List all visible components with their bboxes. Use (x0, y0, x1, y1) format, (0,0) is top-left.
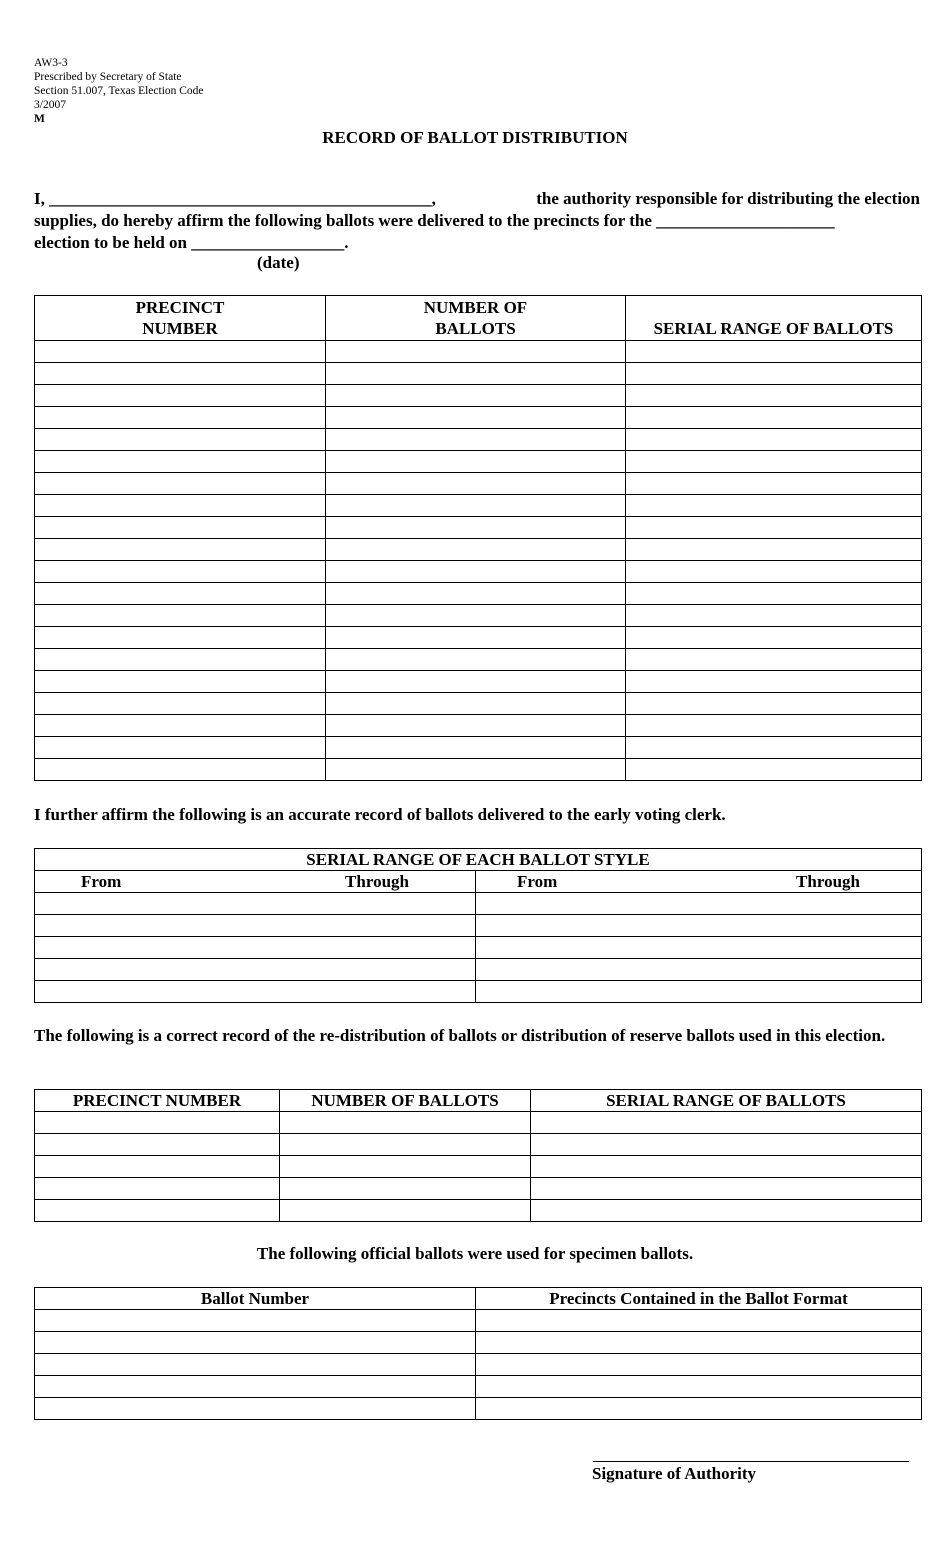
table-cell[interactable] (476, 1398, 922, 1420)
table-cell[interactable] (626, 451, 922, 473)
form-mark: M (34, 113, 45, 125)
distribution-row (35, 715, 922, 737)
early-voting-table-title: SERIAL RANGE OF EACH BALLOT STYLE (35, 849, 922, 871)
table-cell[interactable] (35, 385, 326, 407)
redistribution-statement: The following is a correct record of the re-distribution of ballots or distribution of reserve ballots used in this election. (34, 1026, 886, 1045)
table-cell[interactable] (35, 429, 326, 451)
early-voting-subheader-row (35, 871, 922, 893)
table-cell[interactable] (626, 407, 922, 429)
table-cell[interactable] (35, 1332, 476, 1354)
table-cell[interactable] (35, 561, 326, 583)
table-cell[interactable] (35, 583, 326, 605)
col-number-of-ballots: NUMBER OF BALLOTS (326, 296, 626, 341)
early-voting-statement: I further affirm the following is an accurate record of ballots delivered to the early voting clerk. (34, 805, 726, 824)
affirmation-paragraph (34, 188, 920, 254)
col-ballot-number: Ballot Number (35, 1288, 476, 1310)
table-cell[interactable] (35, 959, 476, 981)
distribution-row (35, 561, 922, 583)
distribution-row (35, 385, 922, 407)
table-cell[interactable] (531, 1112, 922, 1134)
specimen-row (35, 1376, 922, 1398)
distribution-table-body (35, 341, 922, 781)
table-cell[interactable] (326, 605, 626, 627)
table-cell[interactable] (35, 1310, 476, 1332)
table-cell[interactable] (626, 671, 922, 693)
table-cell[interactable] (326, 737, 626, 759)
table-cell[interactable] (476, 1354, 922, 1376)
early-voting-row (35, 981, 922, 1003)
table-cell[interactable] (326, 429, 626, 451)
distribution-row (35, 583, 922, 605)
table-cell[interactable] (35, 893, 476, 915)
table-cell[interactable] (35, 1200, 280, 1222)
distribution-row (35, 671, 922, 693)
affirmation-line-1 (34, 188, 920, 210)
col-redist-serial: SERIAL RANGE OF BALLOTS (531, 1090, 922, 1112)
table-cell[interactable] (326, 473, 626, 495)
table-cell[interactable] (35, 715, 326, 737)
table-cell[interactable] (280, 1156, 531, 1178)
table-cell[interactable] (626, 517, 922, 539)
table-cell[interactable] (476, 959, 922, 981)
distribution-row (35, 407, 922, 429)
redistribution-header-row (35, 1090, 922, 1112)
affirmation-line-2[interactable]: supplies, do hereby affirm the following ballots were delivered to the precincts for the _____________________ (34, 211, 835, 230)
early-voting-left-header (35, 871, 476, 893)
table-cell[interactable] (35, 937, 476, 959)
table-cell[interactable] (35, 495, 326, 517)
table-cell[interactable] (35, 1398, 476, 1420)
early-voting-title-row (35, 849, 922, 871)
table-cell[interactable] (35, 473, 326, 495)
table-cell[interactable] (326, 495, 626, 517)
specimen-row (35, 1310, 922, 1332)
specimen-table-body (35, 1310, 922, 1420)
table-cell[interactable] (326, 451, 626, 473)
table-cell[interactable] (35, 1178, 280, 1200)
col-from-right: From (517, 871, 558, 891)
table-cell[interactable] (531, 1178, 922, 1200)
distribution-row (35, 759, 922, 781)
specimen-row (35, 1332, 922, 1354)
table-cell[interactable] (280, 1178, 531, 1200)
distribution-row (35, 341, 922, 363)
redistribution-row (35, 1134, 922, 1156)
prescribed-by: Prescribed by Secretary of State (34, 71, 182, 83)
table-cell[interactable] (35, 1156, 280, 1178)
table-cell[interactable] (35, 671, 326, 693)
col-precincts-contained: Precincts Contained in the Ballot Format (476, 1288, 922, 1310)
signature-label: Signature of Authority (592, 1464, 757, 1483)
distribution-row (35, 517, 922, 539)
table-cell[interactable] (476, 893, 922, 915)
affirmation-line-1-end: the authority responsible for distributing the election (536, 189, 920, 208)
table-cell[interactable] (35, 539, 326, 561)
redistribution-table-body (35, 1112, 922, 1222)
distribution-row (35, 473, 922, 495)
col-redist-precinct: PRECINCT NUMBER (35, 1090, 280, 1112)
distribution-row (35, 649, 922, 671)
early-voting-row (35, 959, 922, 981)
table-cell[interactable] (626, 627, 922, 649)
distribution-row (35, 627, 922, 649)
redistribution-row (35, 1200, 922, 1222)
table-cell[interactable] (35, 627, 326, 649)
table-cell[interactable] (531, 1200, 922, 1222)
table-cell[interactable] (626, 473, 922, 495)
table-cell[interactable] (35, 1354, 476, 1376)
distribution-row (35, 605, 922, 627)
distribution-header-row (35, 296, 922, 341)
specimen-table (34, 1287, 922, 1420)
table-cell[interactable] (476, 1376, 922, 1398)
specimen-row (35, 1398, 922, 1420)
col-from-left: From (81, 871, 122, 891)
table-cell[interactable] (476, 981, 922, 1003)
early-voting-table (34, 848, 922, 1003)
table-cell[interactable] (626, 759, 922, 781)
table-cell[interactable] (35, 363, 326, 385)
col-redist-number: NUMBER OF BALLOTS (280, 1090, 531, 1112)
table-cell[interactable] (476, 937, 922, 959)
specimen-row (35, 1354, 922, 1376)
affirmation-line-3[interactable]: election to be held on __________________. (34, 233, 349, 252)
table-cell[interactable] (626, 363, 922, 385)
table-cell[interactable] (280, 1200, 531, 1222)
table-cell[interactable] (35, 737, 326, 759)
table-cell[interactable] (326, 539, 626, 561)
distribution-row (35, 429, 922, 451)
table-cell[interactable] (326, 649, 626, 671)
form-id: AW3-3 (34, 57, 68, 69)
col-through-right: Through (796, 871, 860, 891)
table-cell[interactable] (326, 341, 626, 363)
distribution-row (35, 495, 922, 517)
early-voting-row (35, 937, 922, 959)
redistribution-table (34, 1089, 922, 1222)
table-cell[interactable] (35, 1112, 280, 1134)
col-serial-range: SERIAL RANGE OF BALLOTS (626, 296, 922, 341)
table-cell[interactable] (626, 605, 922, 627)
table-cell[interactable] (626, 649, 922, 671)
table-cell[interactable] (35, 517, 326, 539)
table-cell[interactable] (626, 583, 922, 605)
early-voting-table-body (35, 893, 922, 1003)
early-voting-row (35, 893, 922, 915)
table-cell[interactable] (35, 407, 326, 429)
table-cell[interactable] (326, 583, 626, 605)
table-cell[interactable] (626, 737, 922, 759)
redistribution-row (35, 1156, 922, 1178)
table-cell[interactable] (326, 671, 626, 693)
table-cell[interactable] (476, 1310, 922, 1332)
table-cell[interactable] (280, 1134, 531, 1156)
distribution-row (35, 693, 922, 715)
early-voting-right-header (476, 871, 922, 893)
page-title: RECORD OF BALLOT DISTRIBUTION (322, 128, 628, 147)
table-cell[interactable] (35, 981, 476, 1003)
table-cell[interactable] (35, 341, 326, 363)
table-cell[interactable] (326, 715, 626, 737)
table-cell[interactable] (35, 649, 326, 671)
early-voting-row (35, 915, 922, 937)
table-cell[interactable] (326, 561, 626, 583)
col-through-left: Through (345, 871, 409, 891)
table-cell[interactable] (35, 915, 476, 937)
table-cell[interactable] (531, 1134, 922, 1156)
table-cell[interactable] (626, 341, 922, 363)
table-cell[interactable] (476, 1332, 922, 1354)
table-cell[interactable] (626, 385, 922, 407)
distribution-row (35, 737, 922, 759)
table-cell[interactable] (326, 517, 626, 539)
table-cell[interactable] (35, 451, 326, 473)
table-cell[interactable] (476, 915, 922, 937)
form-header-meta (34, 56, 204, 126)
table-cell[interactable] (35, 605, 326, 627)
table-cell[interactable] (626, 429, 922, 451)
distribution-row (35, 363, 922, 385)
distribution-row (35, 451, 922, 473)
table-cell[interactable] (626, 495, 922, 517)
affirmation-name-blank[interactable]: I, _____________________________________________, (34, 189, 436, 208)
redistribution-row (35, 1178, 922, 1200)
table-cell[interactable] (35, 759, 326, 781)
table-cell[interactable] (35, 693, 326, 715)
table-cell[interactable] (626, 561, 922, 583)
table-cell[interactable] (326, 363, 626, 385)
table-cell[interactable] (626, 539, 922, 561)
distribution-table (34, 295, 922, 781)
distribution-row (35, 539, 922, 561)
specimen-header-row (35, 1288, 922, 1310)
date-label: (date) (257, 253, 300, 272)
table-cell[interactable] (531, 1156, 922, 1178)
table-cell[interactable] (35, 1376, 476, 1398)
redistribution-row (35, 1112, 922, 1134)
table-cell[interactable] (326, 407, 626, 429)
specimen-statement: The following official ballots were used for specimen ballots. (256, 1244, 694, 1263)
table-cell[interactable] (326, 759, 626, 781)
signature-line[interactable] (593, 1461, 909, 1462)
col-precinct-number: PRECINCT NUMBER (35, 296, 326, 341)
table-cell[interactable] (280, 1112, 531, 1134)
table-cell[interactable] (326, 385, 626, 407)
table-cell[interactable] (626, 715, 922, 737)
code-section: Section 51.007, Texas Election Code (34, 85, 204, 97)
table-cell[interactable] (326, 627, 626, 649)
table-cell[interactable] (35, 1134, 280, 1156)
table-cell[interactable] (626, 693, 922, 715)
table-cell[interactable] (326, 693, 626, 715)
form-date: 3/2007 (34, 99, 66, 111)
